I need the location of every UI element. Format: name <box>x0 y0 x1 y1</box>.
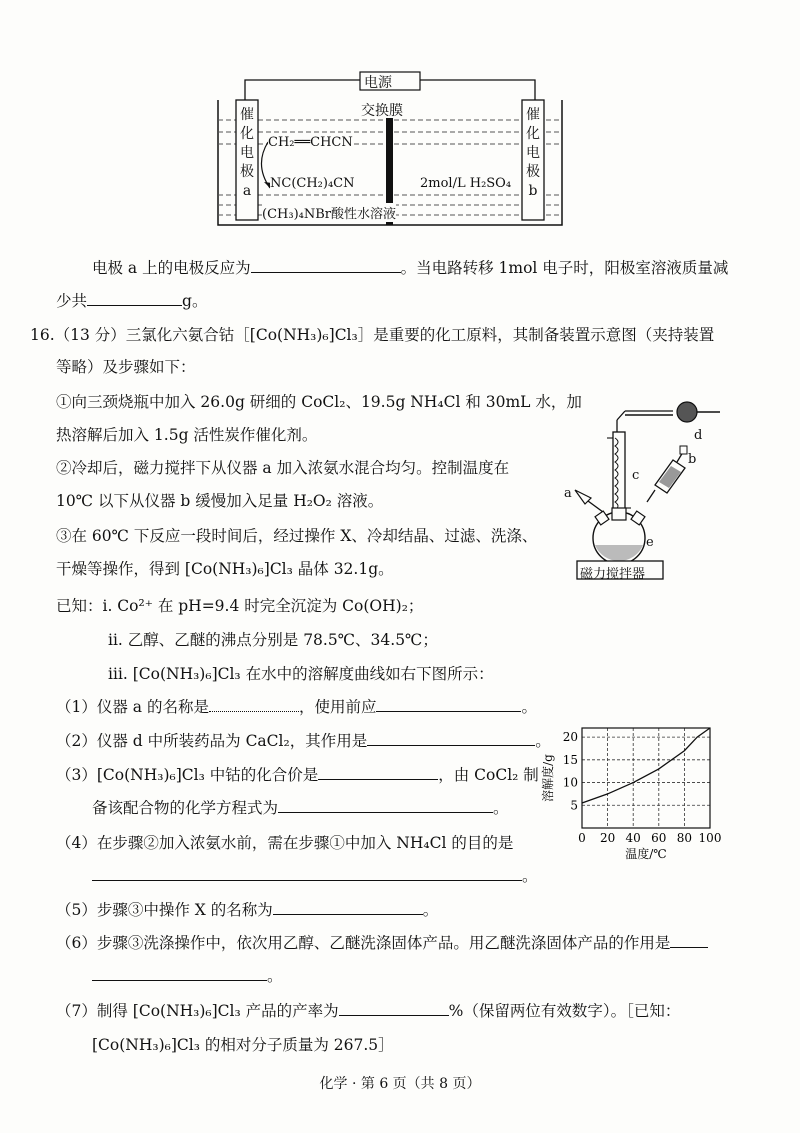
q16-text: 。 <box>422 901 439 919</box>
answer-blank[interactable] <box>339 1001 449 1016</box>
right-electrode-char: 化 <box>526 126 540 142</box>
answer-blank[interactable] <box>87 291 182 306</box>
q16-sub4-answer-line <box>92 866 538 886</box>
answer-blank[interactable] <box>318 765 438 780</box>
right-electrode-char: b <box>528 183 538 199</box>
q16-sub4: （4）在步骤②加入浓氨水前，需在步骤①中加入 NH₄Cl 的目的是 <box>56 834 514 852</box>
q16-sub7-b: [Co(NH₃)₆]Cl₃ 的相对分子质量为 267.5］ <box>92 1036 394 1054</box>
x-tick-label: 60 <box>651 831 667 845</box>
q16-text: 。 <box>521 698 537 716</box>
bromide-solution-label: (CH₃)₄NBr酸性水溶液 <box>262 203 396 222</box>
q15-text: 少共 <box>56 292 88 310</box>
q16-text: （3）[Co(NH₃)₆]Cl₃ 中钴的化合价是 <box>56 766 319 784</box>
answer-blank[interactable] <box>278 798 493 813</box>
y-tick-label: 15 <box>562 752 578 767</box>
q16-text: 。 <box>493 799 509 817</box>
q16-sub1 <box>56 697 537 717</box>
left-electrode-char: 极 <box>240 164 254 180</box>
q16-step3-b: 干燥等操作，得到 [Co(NH₃)₆]Cl₃ 晶体 32.1g。 <box>56 560 394 578</box>
q15-text: g。 <box>182 292 208 310</box>
q16-text: （2）仪器 d 中所装药品为 CaCl₂，其作用是 <box>56 732 368 750</box>
q16-text: 。 <box>267 967 283 985</box>
q16-text: （1）仪器 a 的名称是 <box>56 698 209 716</box>
x-tick-label: 0 <box>578 831 586 845</box>
q16-sub7-a <box>56 1001 680 1021</box>
answer-blank[interactable] <box>376 697 521 712</box>
q15-line-1 <box>92 258 728 278</box>
q16-step1-a: ①向三颈烧瓶中加入 26.0g 研细的 CoCl₂、19.5g NH₄Cl 和 30mL 水，加 <box>56 393 582 411</box>
q16-text: （6）步骤③洗涤操作中，依次用乙醇、乙醚洗涤固体产品。用乙醚洗涤固体产品的作用是 <box>56 934 671 952</box>
answer-blank[interactable] <box>92 966 267 981</box>
q16-sub6-answer-line <box>92 966 283 986</box>
q16-intro-2: 等略）及步骤如下： <box>56 358 196 376</box>
q16-sub3-a <box>56 765 539 785</box>
q16-intro-1: 16.（13 分）三氯化六氨合钴［[Co(NH₃)₆]Cl₃］是重要的化工原料，其制备装置示意图（夹持装置 <box>30 326 715 344</box>
instrument-b-label: b <box>688 452 697 467</box>
answer-blank[interactable] <box>92 866 522 881</box>
left-electrode-char: 催 <box>240 107 254 123</box>
adiponitrile-formula: NC(CH₂)₄CN <box>270 176 355 191</box>
three-neck-flask-apparatus <box>555 390 735 580</box>
acrylonitrile-formula: CH₂══CHCN <box>268 135 353 150</box>
q16-step2-b: 10℃ 以下从仪器 b 缓慢加入足量 H₂O₂ 溶液。 <box>56 492 384 510</box>
answer-blank[interactable] <box>670 933 708 948</box>
q16-text: ，由 CoCl₂ 制 <box>438 766 539 784</box>
q16-sub3-b <box>92 798 509 818</box>
page-footer: 化学 · 第 6 页（共 8 页） <box>319 1076 481 1092</box>
answer-blank[interactable] <box>273 900 423 915</box>
answer-blank[interactable] <box>367 731 535 746</box>
q15-text: 。当电路转移 1mol 电子时，阳极室溶液质量减 <box>400 259 729 277</box>
left-electrode-char: 电 <box>240 145 254 161</box>
right-electrode-char: 极 <box>526 164 540 180</box>
instrument-e-label: e <box>646 535 654 550</box>
q16-sub2 <box>56 731 551 751</box>
q16-text: （7）制得 [Co(NH₃)₆]Cl₃ 产品的产率为 <box>56 1002 339 1020</box>
q16-text: （5）步骤③中操作 X 的名称为 <box>56 901 273 919</box>
x-tick-label: 100 <box>698 831 722 845</box>
q16-text: 。 <box>522 867 538 885</box>
answer-blank[interactable] <box>251 258 401 273</box>
q16-known-2: ⅱ. 乙醇、乙醚的沸点分别是 78.5℃、34.5℃； <box>108 631 438 649</box>
q16-known-3: ⅲ. [Co(NH₃)₆]Cl₃ 在水中的溶解度曲线如右下图所示： <box>108 665 494 683</box>
x-tick-label: 80 <box>676 831 693 845</box>
left-electrode-char: 化 <box>240 126 254 142</box>
power-supply-label: 电源 <box>364 75 392 91</box>
q16-step3-a: ③在 60℃ 下反应一段时间后，经过操作 X、冷却结晶、过滤、洗涤、 <box>56 527 538 545</box>
sulfuric-acid-solution-label: 2mol/L H₂SO₄ <box>420 176 512 191</box>
q15-line-2 <box>56 291 207 311</box>
solubility-chart <box>540 722 730 862</box>
q16-sub6 <box>56 933 708 953</box>
q16-text: ，使用前应 <box>298 698 377 716</box>
q16-step2-a: ②冷却后，磁力搅拌下从仪器 a 加入浓氨水混合均匀。控制温度在 <box>56 459 510 477</box>
q16-step1-b: 热溶解后加入 1.5g 活性炭作催化剂。 <box>56 426 318 444</box>
x-axis-label: 温度/℃ <box>625 847 667 861</box>
instrument-c-label: c <box>632 468 640 483</box>
q16-known-1: 已知：ⅰ. Co²⁺ 在 pH=9.4 时完全沉淀为 Co(OH)₂； <box>56 597 424 615</box>
y-tick-label: 5 <box>570 798 578 813</box>
answer-blank[interactable] <box>209 697 299 712</box>
q15-text: 电极 a 上的电极反应为 <box>92 259 251 277</box>
right-electrode-char: 电 <box>526 145 540 161</box>
solubility-curve <box>582 728 710 803</box>
exchange-membrane-label: 交换膜 <box>361 103 403 119</box>
instrument-d-label: d <box>694 428 703 443</box>
q16-text: %（保留两位有效数字）。［已知： <box>448 1002 681 1020</box>
y-tick-label: 10 <box>562 775 578 790</box>
x-tick-label: 20 <box>599 831 616 845</box>
right-electrode-char: 催 <box>526 107 540 123</box>
q16-sub5 <box>56 900 438 920</box>
q16-text: 。 <box>535 732 551 750</box>
left-electrode-char: a <box>242 183 252 199</box>
y-tick-label: 20 <box>562 730 578 745</box>
q16-text: 备该配合物的化学方程式为 <box>92 799 279 817</box>
x-tick-label: 40 <box>625 831 641 845</box>
y-axis-label: 溶解度/g <box>541 754 555 802</box>
magnetic-stirrer-label: 磁力搅拌器 <box>580 567 646 582</box>
instrument-a-label: a <box>564 486 572 501</box>
